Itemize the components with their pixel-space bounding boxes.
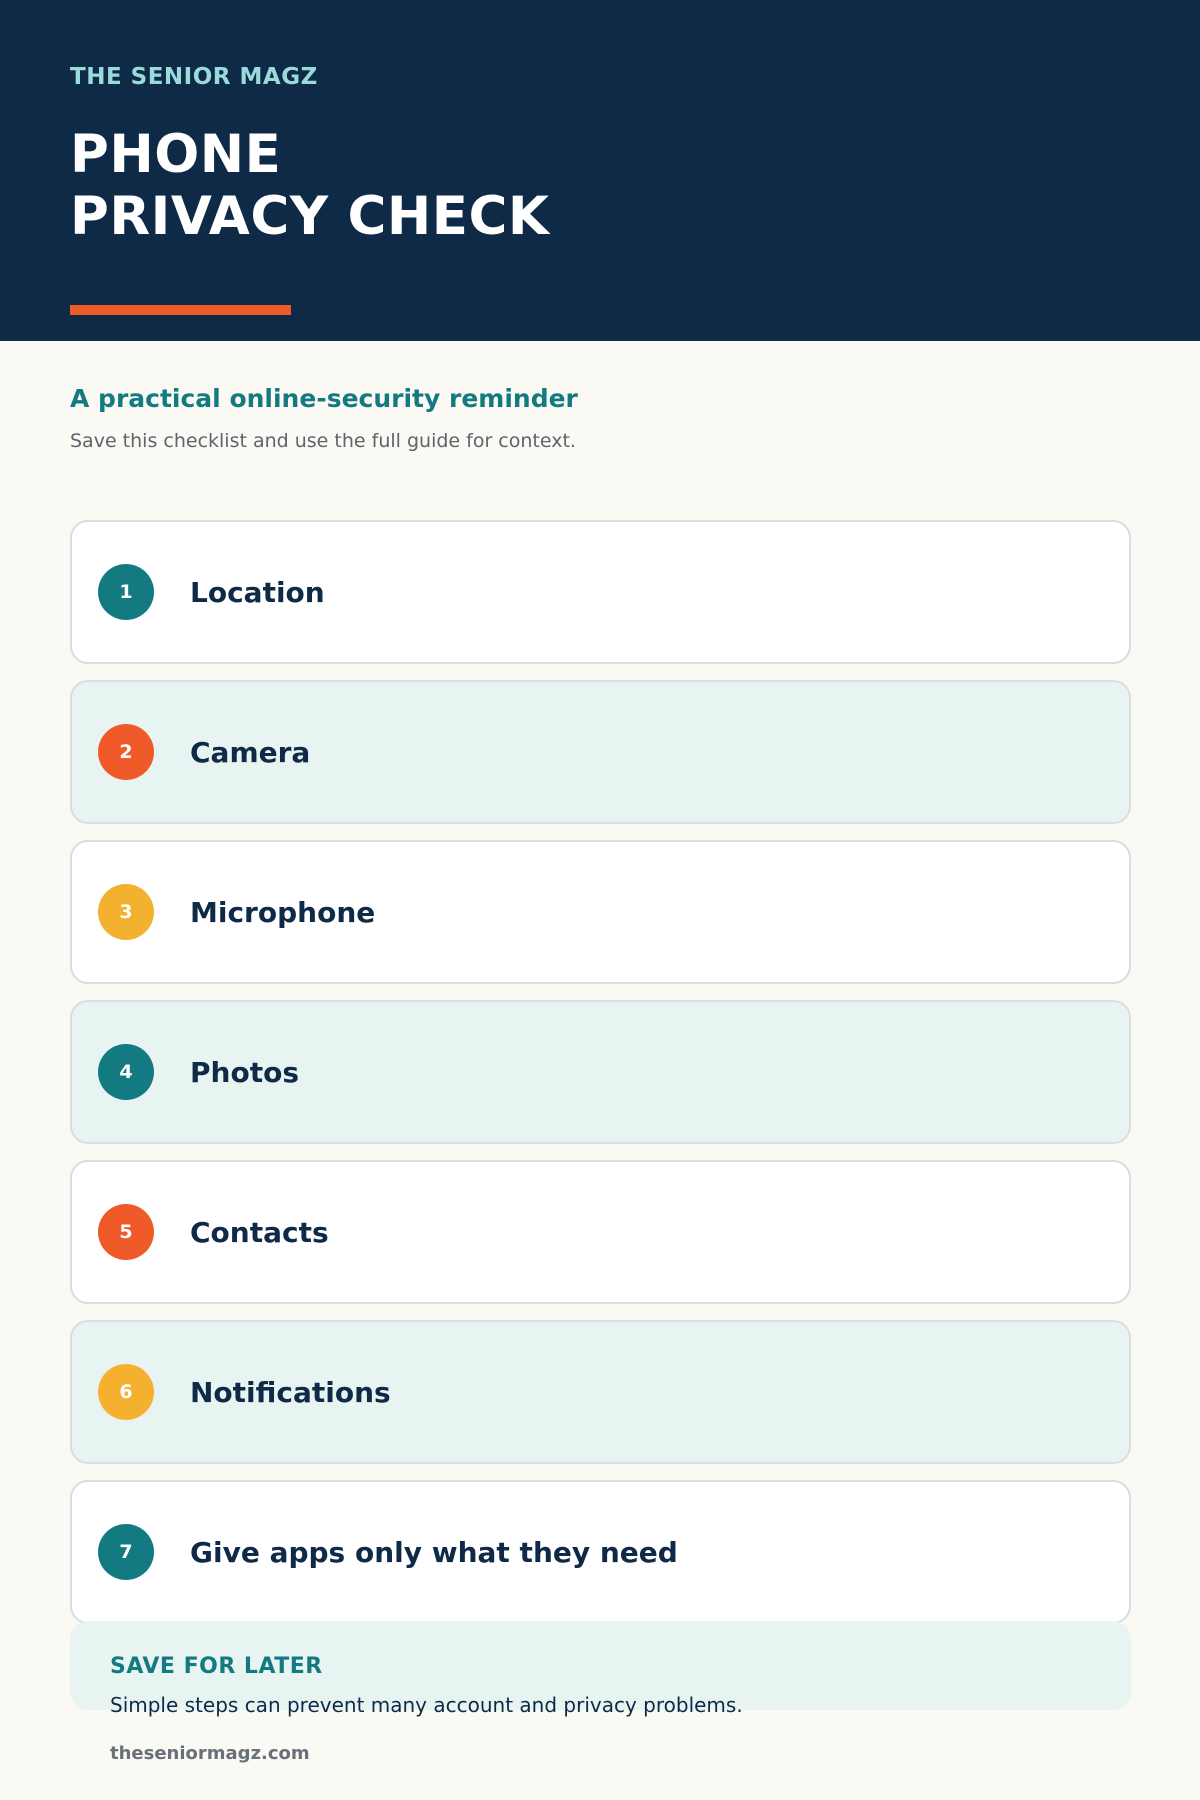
privacy-checklist xyxy=(70,520,1131,1640)
brand-name: THE SENIOR MAGZ xyxy=(70,64,318,90)
checklist-item-label: Photos xyxy=(190,1055,299,1089)
checklist-item-camera xyxy=(70,680,1131,824)
checklist-item-contacts xyxy=(70,1160,1131,1304)
checklist-item-location xyxy=(70,520,1131,664)
website-url: theseniormagz.com xyxy=(110,1743,310,1764)
step-number-badge: 6 xyxy=(98,1364,154,1420)
step-number-badge: 5 xyxy=(98,1204,154,1260)
checklist-item-notifications xyxy=(70,1320,1131,1464)
title-accent-bar xyxy=(70,305,291,315)
checklist-item-label: Notifications xyxy=(190,1375,391,1409)
step-number-badge: 2 xyxy=(98,724,154,780)
header-banner xyxy=(0,0,1200,341)
checklist-item-label: Camera xyxy=(190,735,311,769)
page-title xyxy=(70,124,549,248)
step-number-badge: 4 xyxy=(98,1044,154,1100)
checklist-item-label: Give apps only what they need xyxy=(190,1535,678,1569)
page-title-line-1: PHONE xyxy=(70,124,282,185)
step-number-badge: 1 xyxy=(98,564,154,620)
section-subtitle: A practical online-security reminder xyxy=(70,384,578,413)
checklist-item-label: Location xyxy=(190,575,325,609)
step-number-badge: 7 xyxy=(98,1524,154,1580)
checklist-item-app-permissions xyxy=(70,1480,1131,1624)
intro-text: Save this checklist and use the full guide for context. xyxy=(70,430,576,452)
checklist-item-label: Contacts xyxy=(190,1215,329,1249)
step-number-badge: 3 xyxy=(98,884,154,940)
save-for-later-text: Simple steps can prevent many account and privacy problems. xyxy=(110,1693,743,1717)
save-for-later-title: SAVE FOR LATER xyxy=(110,1654,323,1679)
save-for-later-panel xyxy=(70,1621,1131,1717)
checklist-item-photos xyxy=(70,1000,1131,1144)
page-title-line-2: PRIVACY CHECK xyxy=(70,186,550,247)
checklist-item-label: Microphone xyxy=(190,895,376,929)
checklist-item-microphone xyxy=(70,840,1131,984)
